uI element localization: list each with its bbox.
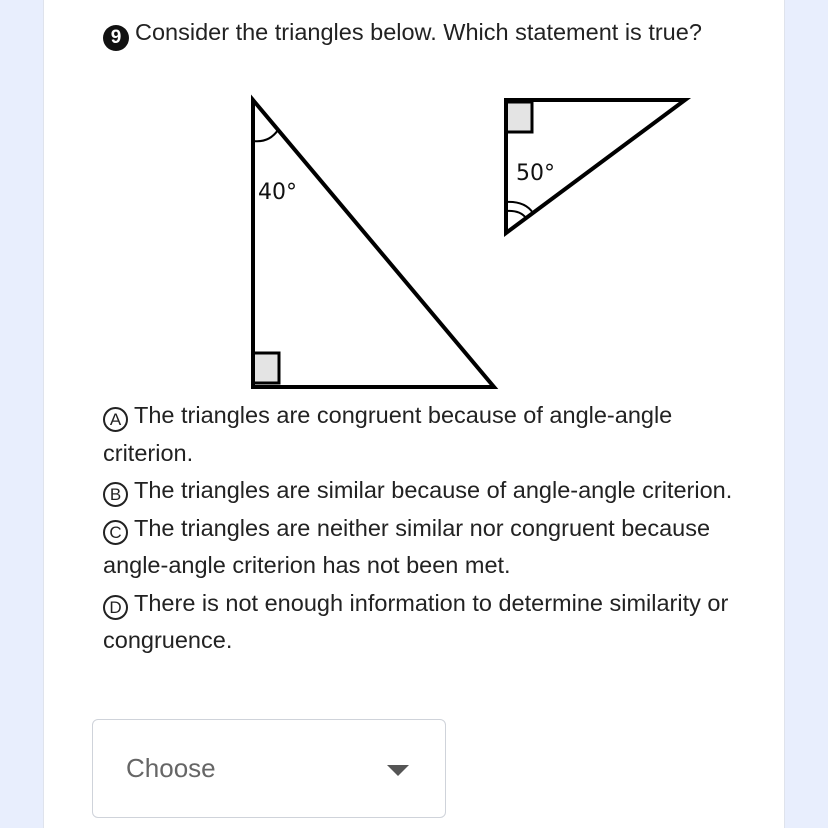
option-a — [103, 397, 753, 472]
option-b-text: The triangles are similar because of angle-angle criterion. — [134, 477, 733, 503]
chevron-down-icon — [387, 765, 409, 776]
left-right-angle-marker — [253, 353, 279, 383]
answer-options — [103, 397, 753, 660]
option-d-text: There is not enough information to determine similarity or congruence. — [103, 589, 729, 653]
option-c — [103, 510, 753, 585]
option-c-text: The triangles are neither similar nor congruent because angle-angle criterion has not been met. — [103, 514, 711, 578]
question-text-block — [103, 14, 733, 51]
dropdown-selected-value: Choose — [126, 753, 216, 783]
right-right-angle-marker — [506, 102, 532, 132]
answer-dropdown[interactable] — [92, 719, 446, 818]
triangles-figure — [244, 92, 704, 402]
option-d-letter: D — [103, 595, 128, 620]
right-angle-arc-inner — [506, 211, 526, 218]
question-number-badge: 9 — [103, 25, 129, 51]
question-text: Consider the triangles below. Which statement is true? — [135, 19, 702, 45]
left-angle-arc — [253, 130, 278, 141]
option-a-letter: A — [103, 407, 128, 432]
right-angle-label: 50° — [516, 161, 555, 186]
option-b-letter: B — [103, 482, 128, 507]
left-triangle — [253, 100, 494, 387]
option-c-letter: C — [103, 520, 128, 545]
question-card — [43, 0, 785, 828]
option-b — [103, 472, 753, 510]
option-d — [103, 585, 753, 660]
option-a-text: The triangles are congruent because of angle-angle criterion. — [103, 402, 673, 466]
left-angle-label: 40° — [258, 180, 297, 205]
